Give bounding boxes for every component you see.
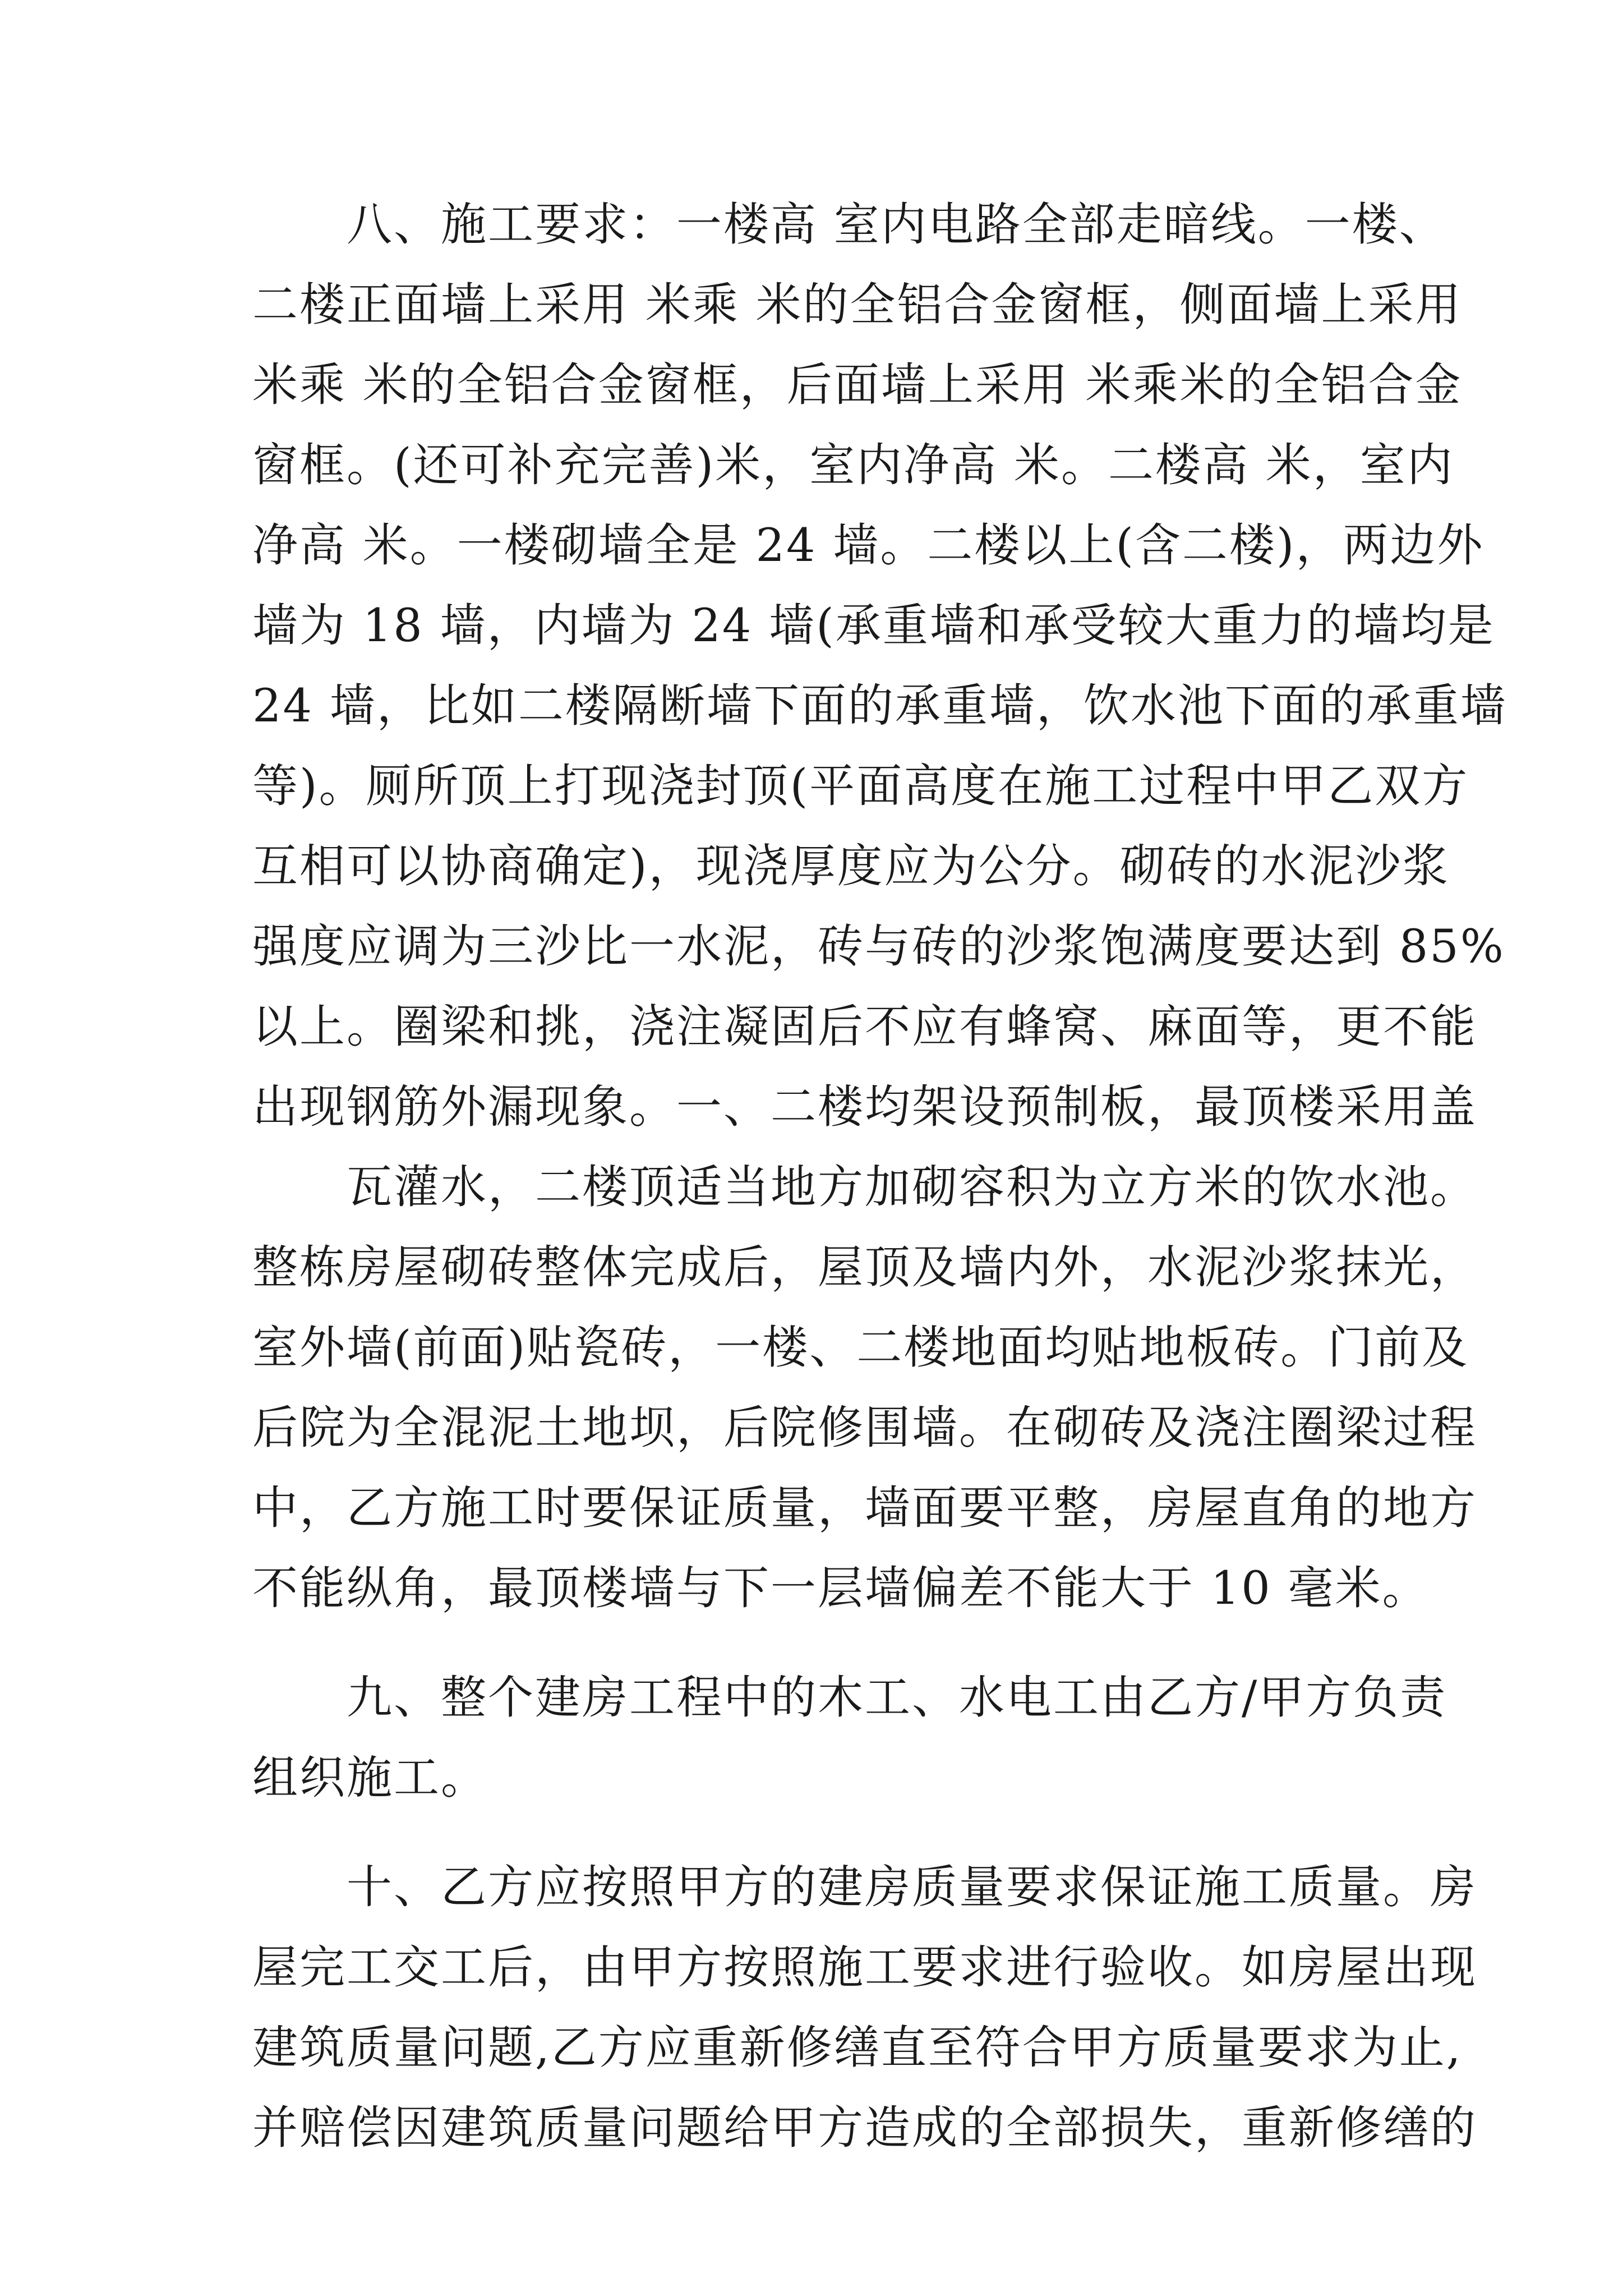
document-body [252, 185, 1507, 2169]
text-line: 互相可以协商确定)，现浇厚度应为公分。砌砖的水泥沙浆 [252, 840, 1450, 893]
text-line: 二楼正面墙上采用 米乘 米的全铝合金窗框，侧面墙上采用 [252, 279, 1463, 332]
paragraph-roof-and-walls [252, 1148, 1478, 1629]
text-line: 窗框。(还可补充完善)米，室内净高 米。二楼高 米，室内 [252, 439, 1454, 492]
text-line: 瓦灌水，二楼顶适当地方加砌容积为立方米的饮水池。 [252, 1161, 1478, 1214]
text-line: 等)。厕所顶上打现浇封顶(平面高度在施工过程中甲乙双方 [252, 760, 1469, 813]
paragraph-construction-requirements [252, 185, 1507, 1148]
paragraph-spacer [252, 1629, 1385, 1658]
text-line: 中，乙方施工时要保证质量，墙面要平整，房屋直角的地方 [252, 1482, 1478, 1535]
text-line: 后院为全混泥土地坝，后院修围墙。在砌砖及浇注圈梁过程 [252, 1402, 1478, 1455]
text-line: 屋完工交工后，由甲方按照施工要求进行验收。如房屋出现 [252, 1941, 1478, 1994]
text-line: 净高 米。一楼砌墙全是 24 墙。二楼以上(含二楼)，两边外 [252, 519, 1484, 572]
text-line: 24 墙，比如二楼隔断墙下面的承重墙，饮水池下面的承重墙 [252, 680, 1507, 733]
text-line: 不能纵角，最顶楼墙与下一层墙偏差不能大于 10 毫米。 [252, 1562, 1430, 1615]
text-line: 强度应调为三沙比一水泥，砖与砖的沙浆饱满度要达到 85% [252, 921, 1505, 973]
paragraph-clause-nine [252, 1658, 1447, 1819]
text-line: 出现钢筋外漏现象。一、二楼均架设预制板，最顶楼采用盖 [252, 1081, 1478, 1134]
text-line: 并赔偿因建筑质量问题给甲方造成的全部损失，重新修缮的 [252, 2102, 1478, 2155]
text-line: 组织施工。 [252, 1752, 488, 1805]
text-line: 十、乙方应按照甲方的建房质量要求保证施工质量。房 [252, 1861, 1478, 1914]
text-line: 九、整个建房工程中的木工、水电工由乙方/甲方负责 [252, 1672, 1447, 1724]
text-line: 整栋房屋砌砖整体完成后，屋顶及墙内外，水泥沙浆抹光， [252, 1241, 1478, 1294]
text-line: 墙为 18 墙，内墙为 24 墙(承重墙和承受较大重力的墙均是 [252, 600, 1495, 652]
text-line: 室外墙(前面)贴瓷砖，一楼、二楼地面均贴地板砖。门前及 [252, 1322, 1469, 1374]
text-line: 建筑质量问题,乙方应重新修缮直至符合甲方质量要求为止, [252, 2022, 1463, 2074]
text-line: 八、施工要求：一楼高 室内电路全部走暗线。一楼、 [252, 199, 1446, 251]
paragraph-clause-ten [252, 1848, 1478, 2169]
text-line: 米乘 米的全铝合金窗框，后面墙上采用 米乘米的全铝合金 [252, 359, 1463, 412]
paragraph-spacer [252, 1819, 1385, 1848]
text-line: 以上。圈梁和挑，浇注凝固后不应有蜂窝、麻面等，更不能 [252, 1001, 1478, 1053]
